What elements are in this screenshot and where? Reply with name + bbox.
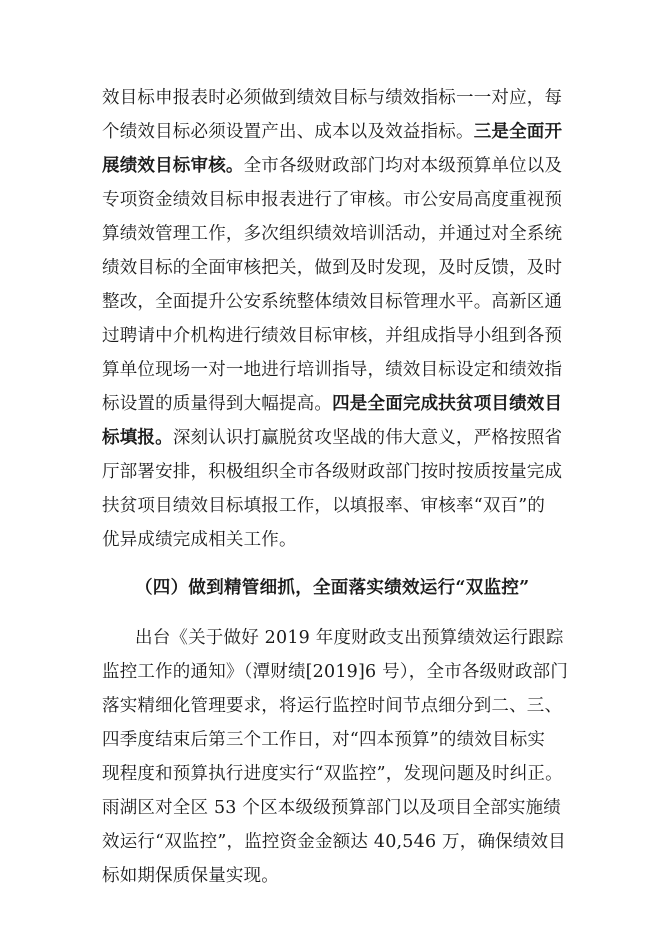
text-line: 现程度和预算执行进度实行“双监控”，发现问题及时纠正。	[102, 764, 563, 784]
text-line	[102, 292, 562, 312]
text-span: 算单位现场一对一地进行培训指导，绩效目标设定和绩效指	[102, 360, 563, 380]
text-span: 全市各级财政部门均对本级预算单位以及	[243, 156, 563, 176]
text-span: 过聘请中介机构进行绩效目标审核，并组成指导小组到各预	[102, 326, 563, 346]
text-span: 厅部署安排，积极组织全市各级财政部门按时按质按量完成	[102, 462, 563, 482]
text-line	[102, 156, 562, 176]
text-span: 优异成绩完成相关工作。	[102, 530, 297, 550]
text-span: 标设置的质量得到大幅提高。	[102, 394, 333, 414]
text-line	[102, 530, 297, 550]
text-line: 效运行“双监控”，监控资金金额达 40,546 万，确保绩效目	[102, 832, 566, 852]
text-line	[102, 394, 562, 414]
text-line	[102, 190, 562, 210]
text-line	[102, 462, 562, 482]
text-line: 四季度结束后第三个工作日，对“四本预算”的绩效目标实	[102, 730, 546, 750]
text-span: 算绩效管理工作，多次组织绩效培训活动，并通过对全系统	[102, 224, 563, 244]
bold-text-span: 三是全面开	[473, 122, 563, 142]
text-span: 绩效目标的全面审核把关，做到及时发现，及时反馈，及时	[102, 258, 563, 278]
text-line	[102, 122, 562, 142]
bold-text-span: 标填报。	[102, 428, 173, 448]
text-line: 出台《关于做好 2019 年度财政支出预算绩效运行跟踪	[135, 628, 564, 648]
bold-text-span: 展绩效目标审核。	[102, 156, 244, 176]
bold-text-span: 四是全面完成扶贫项目绩效目	[332, 394, 563, 414]
text-line: 落实精细化管理要求，将运行监控时间节点细分到二、三、	[102, 696, 563, 716]
text-line: 监控工作的通知》（潭财绩[2019]6 号），全市各级财政部门	[102, 662, 569, 682]
text-span: 深刻认识打赢脱贫攻坚战的伟大意义，严格按照省	[172, 428, 563, 448]
text-span: 效目标申报表时必须做到绩效目标与绩效指标一一对应，每	[102, 88, 563, 108]
text-span: 扶贫项目绩效目标填报工作，以填报率、审核率“双百”的	[102, 496, 546, 516]
text-line	[102, 428, 562, 448]
text-line: 雨湖区对全区 53 个区本级级预算部门以及项目全部实施绩	[102, 798, 561, 818]
text-line	[102, 258, 562, 278]
text-line	[102, 496, 545, 516]
text-line	[102, 224, 562, 244]
section-heading: （四）做到精管细抓，全面落实绩效运行“双监控”	[135, 578, 530, 598]
text-span: 专项资金绩效目标申报表进行了审核。市公安局高度重视预	[102, 190, 563, 210]
text-line: 标如期保质保量实现。	[102, 866, 279, 886]
text-span: 个绩效目标必须设置产出、成本以及效益指标。	[102, 122, 474, 142]
text-line	[102, 326, 562, 346]
text-line	[102, 88, 562, 108]
text-span: 整改，全面提升公安系统整体绩效目标管理水平。高新区通	[102, 292, 563, 312]
text-line	[102, 360, 562, 380]
